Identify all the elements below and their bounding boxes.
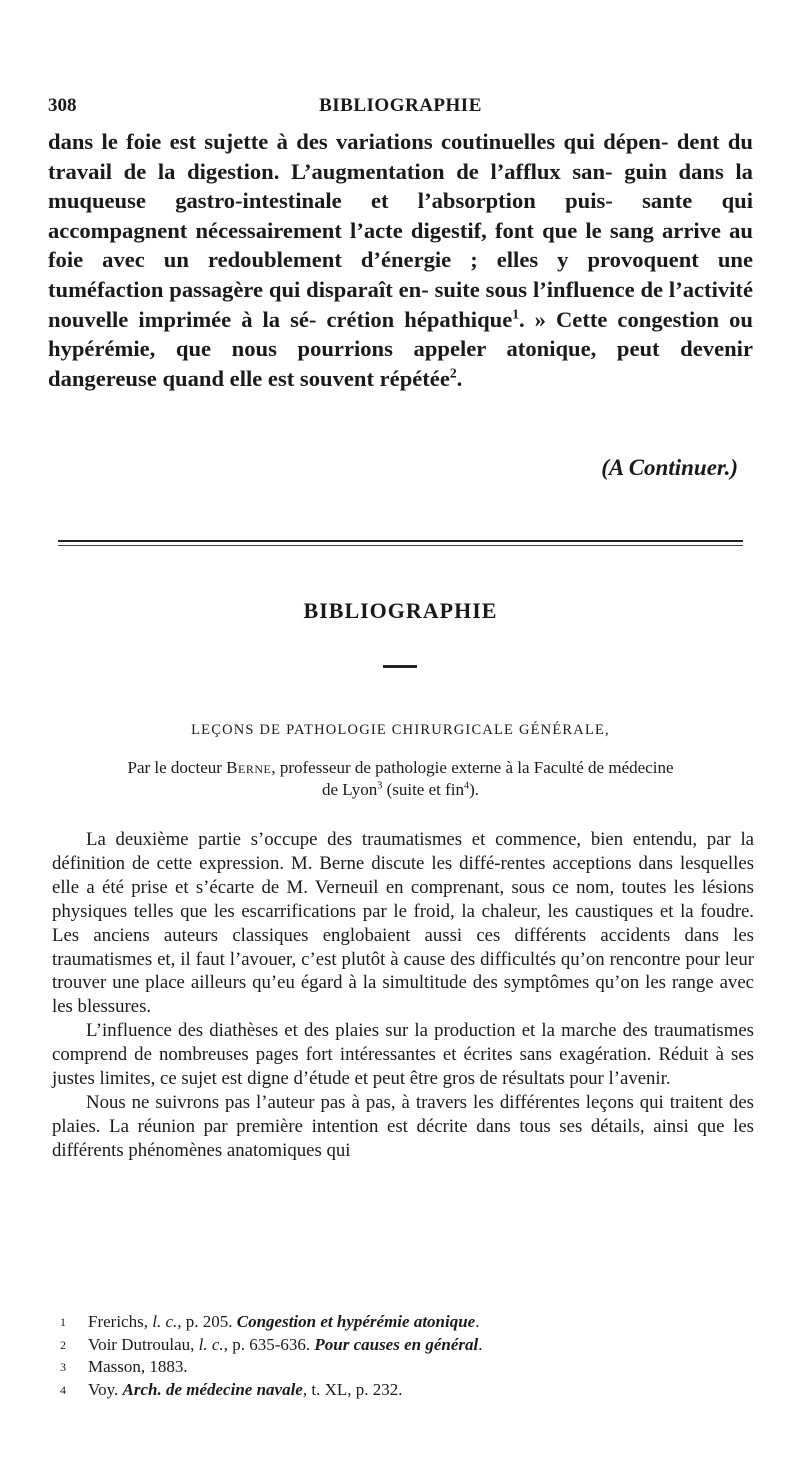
intro-line: que le sang arrive au foie avec un redoublement d’énergie ;	[48, 217, 753, 273]
intro-line: crétion hépathique	[326, 306, 513, 332]
section-divider-thin	[58, 545, 743, 546]
paragraph: L’influence des diathèses et des plaies sur la production et la marche des traumatismes comprend de nombreuses pages fort intéressantes et écrites sans exagération. Réduit à ses justes limites, ce sujet est digne d’étude et peut être gros de résultats pour l’avenir.	[52, 1020, 754, 1090]
intro-line: . » Cette congestion ou hypérémie, que	[48, 306, 753, 362]
author-name: Berne	[226, 758, 272, 777]
footnote: 3 Masson, 1883.	[60, 1357, 188, 1377]
footnote-ref: 4	[464, 780, 470, 792]
paragraph: La deuxième partie s’occupe des traumatismes et commence, bien entendu, par la définition de cette expression. M. Berne discute les diffé-rentes acceptions dans lesquelles elle a été prise et s’écarte de M. Verneuil en comprenant, sous ce nom, toutes les lésions physiques telles que les escarrifications par le froid, la chaleur, les caustiques et la foudre. Les anciens auteurs classiques englobaient aussi ces différents accidents dans les traumatismes et, il faut l’avouer, c’est plutôt à cause des difficultés qu’on rencontre pour leur trouver une place ailleurs qu’eu égard à la simultitude des symptômes qu’on les range avec les blessures.	[52, 829, 754, 1018]
running-head	[48, 95, 753, 125]
footnote-ref: 1	[512, 306, 520, 322]
review-body	[52, 828, 754, 1163]
author-line: Par le docteur Berne, professeur de pathologie externe à la Faculté de médecine de Lyon$^3$ (suite et fin$^4$).	[127, 758, 674, 799]
footnote: 1 Frerichs, l. c., p. 205. Congestion et hypérémie atonique.	[60, 1312, 480, 1331]
page-number: 308	[48, 95, 77, 116]
footnotes	[52, 1311, 752, 1401]
intro-line: .	[456, 365, 463, 391]
running-title: BIBLIOGRAPHIE	[319, 95, 482, 116]
to-be-continued: (A Continuer.)	[601, 455, 738, 480]
intro-line: nous pourrions appeler atonique, peut devenir dangereuse	[48, 336, 753, 391]
intro-paragraph	[48, 127, 753, 393]
intro-line: suite sous l’influence de l’activité nouvelle imprimée à la sé-	[48, 276, 753, 332]
intro-line: sante qui accompagnent nécessairement l’acte digestif, font	[48, 188, 753, 243]
book-title: LEÇONS DE PATHOLOGIE CHIRURGICALE GÉNÉRALE,	[191, 722, 610, 738]
footnote: 2 Voir Dutroulau, l. c., p. 635-636. Pour causes en général.	[60, 1334, 483, 1354]
title-dash	[383, 665, 417, 668]
footnote: 4 Voy. Arch. de médecine navale, t. XL, p. 232.	[60, 1379, 403, 1399]
intro-line: elles y provoquent une tuméfaction passagère qui disparaît en-	[48, 247, 753, 302]
section-divider	[58, 540, 743, 542]
intro-line: dent du travail de la digestion. L’augmentation de l’afflux san-	[48, 129, 753, 184]
footnote-ref: 3	[377, 780, 383, 792]
intro-line: quand elle est souvent répétée	[162, 365, 450, 391]
intro-line: dans le foie est sujette à des variations coutinuelles qui dépen-	[48, 129, 669, 154]
paragraph: Nous ne suivrons pas l’auteur pas à pas, à travers les différentes leçons qui traitent des plaies. La réunion par première intention est décrite dans tous ses détails, ainsi que les différents phénomènes anatomiques qui	[52, 1091, 754, 1161]
footnote-ref: 2	[449, 365, 457, 381]
intro-line: guin dans la muqueuse gastro-intestinale et l’absorption puis-	[48, 158, 753, 214]
section-title: BIBLIOGRAPHIE	[303, 598, 498, 623]
